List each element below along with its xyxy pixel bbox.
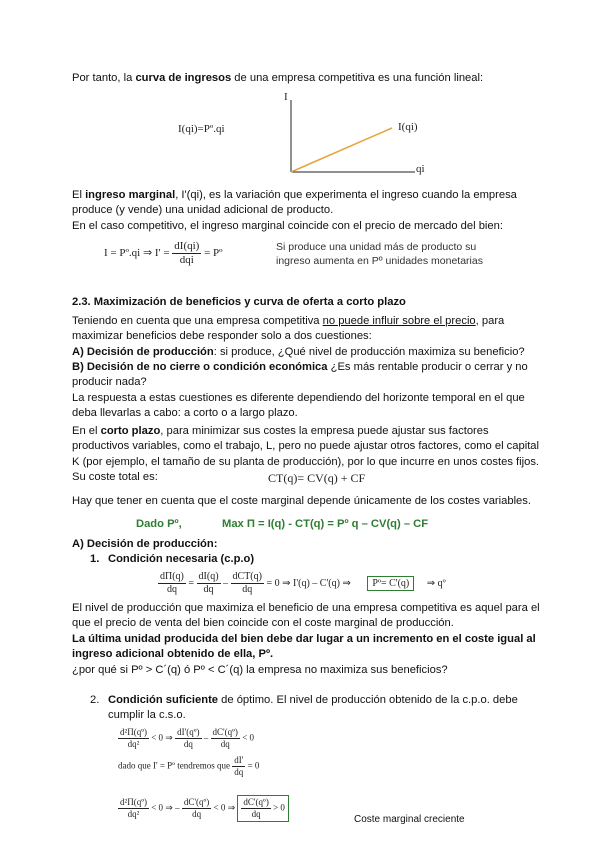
cso2-den2: dq [192, 808, 202, 819]
dado-frac [232, 755, 245, 778]
marginal-line2: En el caso competitivo, el ingreso marginal coincide con el precio de mercado del bien: [72, 220, 503, 232]
intro-prefix: Por tanto, la [72, 72, 136, 84]
item2-text [108, 693, 528, 724]
cso2-frac2 [182, 797, 211, 820]
max-formula: Max Π = I(q) - CT(q) = Pº q – CV(q) – CF [222, 518, 429, 530]
mf-den: dqi [179, 254, 194, 267]
cso2-num: d²Π(qº) [120, 797, 147, 807]
qb-bold: B) Decisión de no cierre o condición económica [72, 361, 328, 373]
cpo-num2: dI(q) [198, 571, 219, 582]
cpo-boxed: Pº= C'(q) [367, 576, 414, 591]
cso1-frac3 [211, 727, 240, 750]
intro-line [72, 71, 542, 86]
cso1-den3: dq [220, 738, 230, 749]
cpo-formula: $\frac{d\Pi(q)}{dq}$ = $\frac{dI(q)}{dq}$ – $\frac{\text{dCT(q)}}{dq}$ = 0 ⇒ I'(q) – C'(q) ⇒ Pº= C'(q) ⇒ qº [160, 571, 446, 595]
p1-a: Teniendo en cuenta que una empresa competitiva [72, 315, 323, 327]
cpo-num1: dΠ(q) [160, 571, 184, 582]
cso2-box-end: > 0 [273, 802, 285, 813]
cso1-frac2 [175, 727, 201, 750]
marginal-suffix: , I'(qi), es la variación que experimenta el ingreso cuando la empresa produce (y vende) una unidad adicional de producto. [72, 189, 517, 217]
cso1-num: d²Π(qº) [120, 727, 147, 737]
section-p4: Hay que tener en cuenta que el coste marginal depende únicamente de los costes variables. [72, 495, 531, 507]
decision-heading: A) Decisión de producción: [72, 538, 218, 550]
qa-bold: A) Decisión de producción [72, 346, 214, 358]
section-p1 [72, 314, 542, 345]
marginal-bold: ingreso marginal [85, 189, 176, 201]
cso2-mid: < 0 ⇒ – [151, 802, 180, 813]
dado-den: dq [234, 766, 244, 777]
dado-num: dI' [234, 755, 244, 765]
cso1-formula: $\frac{\text{d²Π(qº)}}{\text{dq²}}$ < 0 ⇒ $\frac{\text{dI'(qº)}}{dq}$ – $\frac{\text{dC'(qº)}}{dq}$ < 0 [120, 727, 255, 749]
given-price: Dado Pº, [136, 518, 182, 530]
dado-text: dado que I' = Pº tendremos que [118, 760, 230, 771]
cpo-tail: = 0 ⇒ I'(q) – C'(q) ⇒ [266, 577, 351, 589]
cso1-den2: dq [183, 738, 193, 749]
cso2-box-frac [241, 797, 270, 820]
p3-b: , para minimizar sus costes la empresa puede ajustar sus factores productivos variables, como el trabajo, L, pero no puede ajustar otros factores, como el capital K (por ejemplo, el tamaño de su planta de producción), por lo que incurre en unos costes fijos. Su coste total es: [72, 425, 540, 484]
item2-number: 2. [90, 694, 100, 706]
qb-rest: ¿Es más rentable producir o cerrar y no producir nada? [72, 361, 528, 389]
revenue-formula: I(qi)=Pº.qi [178, 123, 225, 135]
cso2-note: Coste marginal creciente [354, 814, 465, 825]
cso1-frac1 [118, 727, 149, 750]
dado-end: = 0 [247, 760, 260, 771]
section-heading: 2.3. Maximización de beneficios y curva de oferta a corto plazo [72, 296, 406, 308]
cpo-frac2 [197, 571, 221, 596]
cso1-end: < 0 [242, 732, 255, 743]
cost-formula: CT(q)= CV(q) + CF [268, 471, 366, 485]
graph-curve-label: I(qi) [398, 121, 418, 133]
p1-b: , para maximizar beneficios debe responder solo a dos cuestiones: [72, 315, 505, 343]
decision-p5: El nivel de producción que maximiza el beneficio de una empresa competitiva es aquel para el que el precio de venta del bien coincide con el coste marginal de producción. [72, 602, 540, 630]
cpo-num3: dCT(q) [232, 571, 262, 582]
cso2-num2: dC'(qº) [183, 797, 210, 807]
item2-bold: Condición suficiente [108, 694, 219, 706]
mf-right: = Pº [204, 247, 223, 260]
marginal-note: Si produce una unidad más de producto su ingreso aumenta en Pº unidades monetarias [276, 241, 483, 268]
mf-fraction [172, 240, 201, 267]
marginal-prefix: El [72, 189, 86, 201]
item2-rest: de óptimo. El nivel de producción obtenido de la c.p.o. debe cumplir la c.s.o. [108, 694, 518, 722]
mf-num: dI(qi) [172, 240, 201, 254]
marginal-paragraph [72, 188, 542, 219]
cso2-formula [118, 795, 289, 822]
cpo-frac3 [231, 571, 264, 596]
cso1-num2: dI'(qº) [177, 727, 200, 737]
question-a [72, 345, 542, 360]
p1-underline: no puede influir sobre el precio [322, 315, 476, 327]
cpo-den1: dq [166, 584, 177, 595]
item1-number: 1. [90, 553, 100, 565]
cso2-frac1 [118, 797, 149, 820]
item1-label: Condición necesaria (c.p.o) [108, 553, 255, 565]
dado-line [118, 755, 259, 778]
cso2-box-den: dq [251, 808, 261, 819]
mf-left: I = Pº.qi ⇒ I' = [104, 247, 170, 260]
decision-p6: La última unidad producida del bien debe dar lugar a un incremento en el coste igual al ingreso adicional obtenido de ella, Pº. [72, 633, 536, 661]
graph-y-label: I [284, 91, 288, 103]
intro-bold: curva de ingresos [135, 72, 232, 84]
section-p2: La respuesta a estas cuestiones es diferente dependiendo del horizonte temporal en el que deba llevarlas a cabo: a corto o a largo plazo. [72, 392, 525, 420]
cpo-result: ⇒ qº [426, 577, 446, 589]
cso1-num3: dC'(qº) [212, 727, 238, 737]
revenue-line [291, 128, 392, 172]
cpo-den3: dq [242, 584, 253, 595]
decision-p7: ¿por qué si Pº > C´(q) ó Pº < C´(q) la empresa no maximiza sus beneficios? [72, 664, 448, 676]
qa-rest: : si produce, ¿Qué nivel de producción maximiza su beneficio? [213, 346, 525, 358]
p3-a: En el [72, 425, 101, 437]
marginal-formula [104, 240, 223, 267]
intro-suffix: de una empresa competitiva es una función lineal: [231, 72, 484, 84]
revenue-graph [280, 90, 430, 182]
cso1-den: dq² [127, 738, 140, 749]
cso1-mid: < 0 ⇒ [151, 732, 173, 743]
cso2-box-num: dC'(qº) [243, 797, 269, 807]
cso2-den: dq² [127, 808, 140, 819]
graph-x-label: qi [416, 163, 425, 175]
cpo-den2: dq [203, 584, 214, 595]
cpo-frac1 [158, 571, 186, 596]
cso2-mid2: < 0 ⇒ [213, 802, 236, 813]
p3-bold: corto plazo [100, 425, 161, 437]
cso2-boxed [237, 795, 289, 822]
question-b [72, 360, 542, 391]
